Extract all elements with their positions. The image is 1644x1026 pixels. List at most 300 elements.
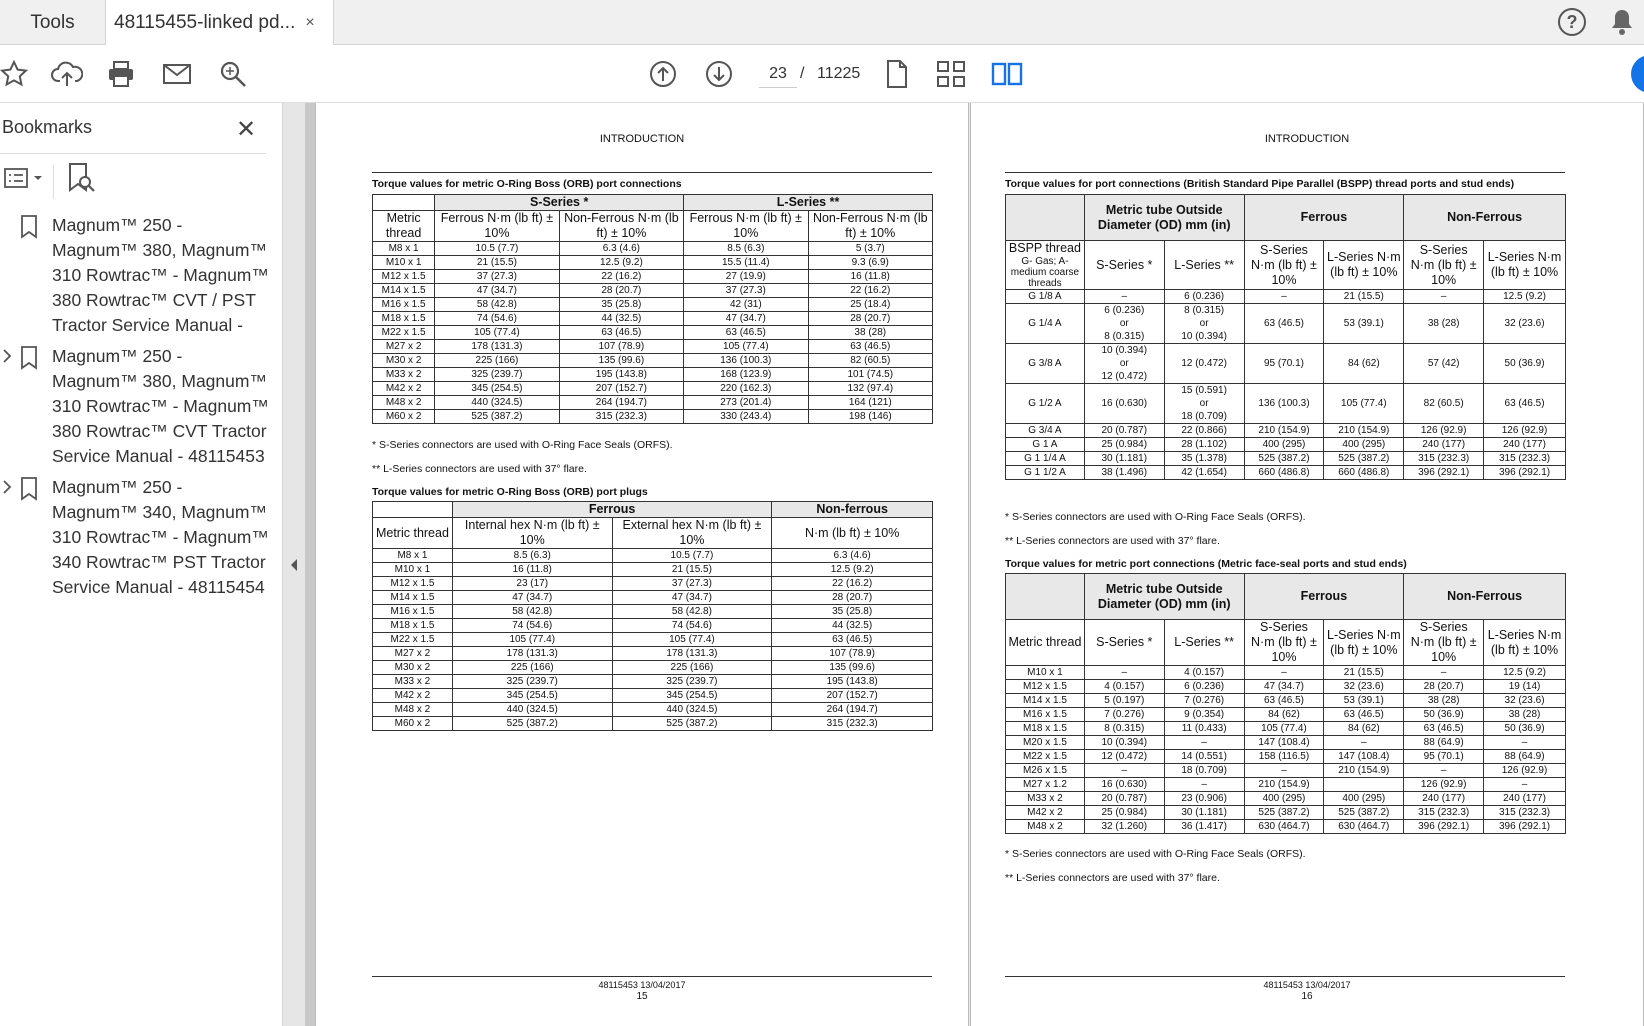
value-cell: 63 (46.5) — [1484, 384, 1566, 424]
row-label-cell: M27 x 2 — [373, 340, 435, 354]
table-row — [1006, 680, 1566, 694]
value-cell: 9.3 (6.9) — [808, 256, 932, 270]
table-row — [373, 284, 933, 298]
row-label-cell: M14 x 1.5 — [1006, 694, 1085, 708]
value-cell: 168 (123.9) — [684, 368, 808, 382]
value-cell: 50 (36.9) — [1404, 708, 1484, 722]
table-row — [1006, 290, 1566, 304]
table-row — [1006, 820, 1566, 834]
value-cell: 135 (99.6) — [559, 354, 683, 368]
value-cell: 440 (324.5) — [435, 396, 559, 410]
group-header: Metric tube Outside Diameter (OD) mm (in) — [1084, 574, 1244, 620]
column-header: S-Series N·m (lb ft) ± 10% — [1244, 620, 1324, 666]
value-cell: 58 (42.8) — [435, 298, 559, 312]
table-row — [373, 382, 933, 396]
chevron-right-icon[interactable] — [0, 475, 20, 600]
value-cell: 88 (64.9) — [1404, 736, 1484, 750]
group-header: S-Series * — [435, 195, 684, 211]
value-cell: 525 (387.2) — [612, 717, 772, 731]
row-label-cell: M33 x 2 — [373, 368, 435, 382]
row-label-cell: M18 x 1.5 — [373, 312, 435, 326]
column-header: L-Series N·m (lb ft) ± 10% — [1484, 241, 1566, 290]
value-cell: 525 (387.2) — [452, 717, 612, 731]
group-header: Ferrous — [452, 502, 771, 518]
row-label-cell: M22 x 1.5 — [1006, 750, 1085, 764]
value-cell: 325 (239.7) — [452, 675, 612, 689]
value-cell: 84 (62) — [1324, 722, 1404, 736]
bookmarks-panel — [0, 103, 283, 1026]
value-cell: 315 (232.3) — [1404, 806, 1484, 820]
row-label-cell: M16 x 1.5 — [373, 605, 453, 619]
column-header: S-Series * — [1084, 241, 1164, 290]
value-cell: 400 (295) — [1244, 792, 1324, 806]
value-cell: 58 (42.8) — [612, 605, 772, 619]
bookmark-item[interactable] — [0, 475, 283, 600]
row-label-cell: M22 x 1.5 — [373, 633, 453, 647]
row-label-cell: M14 x 1.5 — [373, 284, 435, 298]
value-cell: 12.5 (9.2) — [559, 256, 683, 270]
value-cell: 74 (54.6) — [452, 619, 612, 633]
table-row — [373, 340, 933, 354]
value-cell: 400 (295) — [1324, 792, 1404, 806]
column-header: Metric thread — [1006, 620, 1085, 666]
divider — [53, 165, 54, 199]
value-cell: 525 (387.2) — [1324, 452, 1404, 466]
value-cell: 126 (92.9) — [1484, 764, 1566, 778]
value-cell: 37 (27.3) — [684, 284, 808, 298]
upload-cloud-icon[interactable] — [49, 56, 85, 92]
value-cell: 19 (14) — [1484, 680, 1566, 694]
value-cell: 42 (1.654) — [1164, 466, 1244, 480]
row-label-cell: G 1/4 A — [1006, 304, 1085, 344]
column-header: Metric thread — [373, 211, 435, 242]
value-cell: 195 (143.8) — [772, 675, 933, 689]
value-cell: 440 (324.5) — [612, 703, 772, 717]
footnote: ** L-Series connectors are used with 37° flare. — [372, 463, 587, 475]
value-cell: 47 (34.7) — [452, 591, 612, 605]
value-cell: 178 (131.3) — [452, 647, 612, 661]
value-cell: 396 (292.1) — [1484, 466, 1566, 480]
value-cell: – — [1244, 764, 1324, 778]
value-cell: 132 (97.4) — [808, 382, 932, 396]
row-label-cell: G 3/4 A — [1006, 424, 1085, 438]
panel-gutter — [305, 103, 315, 1026]
table-caption: Torque values for metric O-Ring Boss (ORB) port connections — [372, 178, 682, 190]
row-label-cell: M8 x 1 — [373, 242, 435, 256]
row-label-cell: M42 x 2 — [373, 689, 453, 703]
bookmark-icon — [20, 475, 52, 600]
value-cell: 9 (0.354) — [1164, 708, 1244, 722]
value-cell: 264 (194.7) — [772, 703, 933, 717]
table-row — [1006, 778, 1566, 792]
column-header: L-Series N·m (lb ft) ± 10% — [1324, 620, 1404, 666]
group-header: Non-ferrous — [772, 502, 933, 518]
value-cell: 15 (0.591) or 18 (0.709) — [1164, 384, 1244, 424]
row-label-cell: M42 x 2 — [373, 382, 435, 396]
value-cell: 20 (0.787) — [1084, 792, 1164, 806]
table-row — [373, 368, 933, 382]
page-number-input[interactable]: 23 — [759, 60, 797, 88]
table-body — [1006, 290, 1566, 480]
value-cell: 38 (1.496) — [1084, 466, 1164, 480]
table-row — [1006, 722, 1566, 736]
table-row — [373, 689, 933, 703]
row-label-cell: G 1/8 A — [1006, 290, 1085, 304]
row-label-cell: G 1 1/4 A — [1006, 452, 1085, 466]
next-page-icon[interactable] — [701, 56, 737, 92]
value-cell: 47 (34.7) — [684, 312, 808, 326]
value-cell: 28 (20.7) — [559, 284, 683, 298]
footer-code: 48115453 13/04/2017 — [1263, 980, 1351, 990]
value-cell: 4 (0.157) — [1084, 680, 1164, 694]
tab-document[interactable] — [106, 0, 334, 46]
value-cell: 44 (32.5) — [559, 312, 683, 326]
value-cell: – — [1244, 666, 1324, 680]
row-label-cell: M26 x 1.5 — [1006, 764, 1085, 778]
two-page-view-icon[interactable] — [989, 56, 1025, 92]
value-cell: 4 (0.157) — [1164, 666, 1244, 680]
value-cell: – — [1164, 778, 1244, 792]
row-label-cell: M33 x 2 — [1006, 792, 1085, 806]
value-cell: 63 (46.5) — [684, 326, 808, 340]
value-cell: 7 (0.276) — [1164, 694, 1244, 708]
value-cell: 630 (464.7) — [1244, 820, 1324, 834]
row-label-cell: G 1 1/2 A — [1006, 466, 1085, 480]
tab-bar — [0, 0, 1644, 45]
group-header: Metric tube Outside Diameter (OD) mm (in) — [1084, 195, 1244, 241]
value-cell: 660 (486.8) — [1244, 466, 1324, 480]
value-cell: 178 (131.3) — [435, 340, 559, 354]
value-cell: 210 (154.9) — [1244, 778, 1324, 792]
value-cell: 315 (232.3) — [559, 410, 683, 424]
column-header — [1006, 241, 1085, 290]
page-header: INTRODUCTION — [1264, 133, 1350, 145]
empty-header — [373, 195, 435, 211]
value-cell: 42 (31) — [684, 298, 808, 312]
table-row — [373, 703, 933, 717]
value-cell: 53 (39.1) — [1324, 304, 1404, 344]
value-cell: 35 (25.8) — [772, 605, 933, 619]
table-caption: Torque values for metric port connections (Metric face-seal ports and stud ends) — [1005, 558, 1407, 570]
thread-subheader: G- Gas; A- medium coarse threads — [1010, 256, 1080, 289]
value-cell: 136 (100.3) — [1244, 384, 1324, 424]
value-cell: 14 (0.551) — [1164, 750, 1244, 764]
value-cell: 225 (166) — [612, 661, 772, 675]
table-row — [373, 675, 933, 689]
value-cell: 315 (232.3) — [772, 717, 933, 731]
value-cell: 225 (166) — [435, 354, 559, 368]
value-cell: 396 (292.1) — [1484, 820, 1566, 834]
value-cell: 63 (46.5) — [1244, 694, 1324, 708]
value-cell: 25 (18.4) — [808, 298, 932, 312]
page-header: INTRODUCTION — [599, 133, 685, 145]
row-label-cell: M30 x 2 — [373, 354, 435, 368]
empty-header — [373, 502, 453, 518]
table-row — [373, 619, 933, 633]
table-row — [373, 591, 933, 605]
row-label-cell: M10 x 1 — [373, 563, 453, 577]
chevron-down-icon — [32, 173, 46, 183]
tab-tools[interactable] — [0, 0, 106, 45]
footer-rule — [372, 976, 932, 977]
value-cell: 136 (100.3) — [684, 354, 808, 368]
value-cell: 63 (46.5) — [772, 633, 933, 647]
value-cell: 18 (0.709) — [1164, 764, 1244, 778]
row-label-cell: M42 x 2 — [1006, 806, 1085, 820]
table-row — [373, 717, 933, 731]
value-cell: 345 (254.5) — [612, 689, 772, 703]
toolbar — [0, 45, 1644, 103]
value-cell: 28 (20.7) — [772, 591, 933, 605]
value-cell: 12 (0.472) — [1084, 750, 1164, 764]
value-cell: 88 (64.9) — [1484, 750, 1566, 764]
table-row — [373, 549, 933, 563]
row-label-cell: M18 x 1.5 — [373, 619, 453, 633]
close-icon[interactable]: ✕ — [236, 116, 257, 143]
value-cell: 35 (1.378) — [1164, 452, 1244, 466]
bookmark-options-button[interactable] — [4, 167, 46, 189]
empty-header — [1006, 574, 1085, 620]
value-cell: 126 (92.9) — [1404, 424, 1484, 438]
column-header: Metric thread — [373, 518, 453, 549]
row-label-cell: M48 x 2 — [1006, 820, 1085, 834]
value-cell: 22 (16.2) — [772, 577, 933, 591]
bookmark-item[interactable] — [0, 213, 283, 338]
value-cell: 63 (46.5) — [559, 326, 683, 340]
table-row — [1006, 694, 1566, 708]
table-row — [1006, 806, 1566, 820]
column-header: S-Series N·m (lb ft) ± 10% — [1244, 241, 1324, 290]
column-header: L-Series ** — [1164, 241, 1244, 290]
tab-document-label: 48115455-linked pd... — [114, 12, 296, 33]
value-cell: 16 (0.630) — [1084, 384, 1164, 424]
bell-icon[interactable] — [1610, 8, 1634, 41]
table-row — [1006, 424, 1566, 438]
bookmark-label: Magnum™ 250 - Magnum™ 380, Magnum™ 310 Rowtrac™ - Magnum™ 380 Rowtrac™ CVT / PST Tractor Service Manual - — [52, 215, 269, 335]
value-cell: 28 (20.7) — [808, 312, 932, 326]
column-header: External hex N·m (lb ft) ± 10% — [612, 518, 772, 549]
table-row — [1006, 384, 1566, 424]
table-row — [373, 633, 933, 647]
group-header: Non-Ferrous — [1404, 195, 1566, 241]
value-cell: 525 (387.2) — [435, 410, 559, 424]
value-cell: 178 (131.3) — [612, 647, 772, 661]
help-icon[interactable]: ? — [1558, 8, 1586, 36]
footnote: ** L-Series connectors are used with 37° flare. — [1005, 535, 1220, 547]
value-cell: 147 (108.4) — [1244, 736, 1324, 750]
value-cell: 8.5 (6.3) — [452, 549, 612, 563]
value-cell: 16 (11.8) — [452, 563, 612, 577]
value-cell: 95 (70.1) — [1404, 750, 1484, 764]
value-cell: 63 (46.5) — [808, 340, 932, 354]
bookmark-label: Magnum™ 250 - Magnum™ 380, Magnum™ 310 Rowtrac™ - Magnum™ 380 Rowtrac™ CVT Tractor Service Manual - 48115453 — [52, 346, 269, 466]
list-options-icon — [4, 167, 32, 189]
email-icon[interactable] — [159, 56, 195, 92]
tab-close-icon[interactable]: × — [305, 14, 315, 31]
table-row — [373, 312, 933, 326]
chevron-right-icon[interactable] — [0, 344, 20, 469]
value-cell: – — [1484, 778, 1566, 792]
value-cell: 105 (77.4) — [684, 340, 808, 354]
value-cell: 44 (32.5) — [772, 619, 933, 633]
value-cell: 63 (46.5) — [1324, 708, 1404, 722]
bspp-table — [1005, 194, 1566, 480]
footer-code: 48115453 13/04/2017 — [598, 980, 686, 990]
value-cell: 6 (0.236) or 8 (0.315) — [1084, 304, 1164, 344]
value-cell: 105 (77.4) — [1324, 384, 1404, 424]
value-cell: 264 (194.7) — [559, 396, 683, 410]
value-cell: – — [1244, 290, 1324, 304]
value-cell: – — [1404, 764, 1484, 778]
table-row — [373, 661, 933, 675]
header-rule — [372, 172, 932, 173]
value-cell: 12.5 (9.2) — [772, 563, 933, 577]
value-cell: 47 (34.7) — [435, 284, 559, 298]
value-cell: 8.5 (6.3) — [684, 242, 808, 256]
value-cell: 400 (295) — [1244, 438, 1324, 452]
value-cell: 82 (60.5) — [808, 354, 932, 368]
column-header: L-Series N·m (lb ft) ± 10% — [1484, 620, 1566, 666]
scrolling-view-icon[interactable] — [933, 56, 969, 92]
value-cell: 101 (74.5) — [808, 368, 932, 382]
value-cell: – — [1084, 290, 1164, 304]
value-cell: 207 (152.7) — [772, 689, 933, 703]
value-cell: 35 (25.8) — [559, 298, 683, 312]
value-cell: 6 (0.236) — [1164, 680, 1244, 694]
table-row — [373, 326, 933, 340]
value-cell: 25 (0.984) — [1084, 806, 1164, 820]
value-cell: 12 (0.472) — [1164, 344, 1244, 384]
value-cell: 396 (292.1) — [1404, 466, 1484, 480]
footnote: * S-Series connectors are used with O-Ring Face Seals (ORFS). — [1005, 848, 1306, 860]
value-cell: 82 (60.5) — [1404, 384, 1484, 424]
value-cell: 240 (177) — [1404, 438, 1484, 452]
value-cell: 21 (15.5) — [1324, 666, 1404, 680]
value-cell: – — [1084, 666, 1164, 680]
value-cell: 37 (27.3) — [612, 577, 772, 591]
value-cell: 95 (70.1) — [1244, 344, 1324, 384]
table-row — [373, 298, 933, 312]
value-cell: 36 (1.417) — [1164, 820, 1244, 834]
value-cell: 198 (146) — [808, 410, 932, 424]
value-cell: 210 (154.9) — [1244, 424, 1324, 438]
value-cell: 220 (162.3) — [684, 382, 808, 396]
value-cell: 6.3 (4.6) — [559, 242, 683, 256]
table-row — [373, 647, 933, 661]
row-label-cell: M12 x 1.5 — [373, 577, 453, 591]
group-header: Ferrous — [1244, 195, 1404, 241]
page-total: 11225 — [817, 65, 861, 82]
table-row — [373, 577, 933, 591]
value-cell: 10.5 (7.7) — [435, 242, 559, 256]
find-bookmark-button[interactable] — [66, 162, 96, 201]
row-label-cell: G 1 A — [1006, 438, 1085, 452]
collapse-panel-button[interactable] — [284, 550, 304, 580]
value-cell: 63 (46.5) — [1404, 722, 1484, 736]
value-cell: – — [1404, 666, 1484, 680]
value-cell: 50 (36.9) — [1484, 722, 1566, 736]
value-cell: 630 (464.7) — [1324, 820, 1404, 834]
column-header: Non-Ferrous N·m (lb ft) ± 10% — [808, 211, 932, 242]
previous-page-icon[interactable] — [645, 56, 681, 92]
value-cell: 74 (54.6) — [612, 619, 772, 633]
value-cell: 105 (77.4) — [1244, 722, 1324, 736]
value-cell: 63 (46.5) — [1244, 304, 1324, 344]
value-cell: 525 (387.2) — [1324, 806, 1404, 820]
search-icon[interactable] — [215, 56, 251, 92]
value-cell: 30 (1.181) — [1164, 806, 1244, 820]
row-label-cell: M48 x 2 — [373, 396, 435, 410]
value-cell: 32 (1.260) — [1084, 820, 1164, 834]
value-cell: 47 (34.7) — [1244, 680, 1324, 694]
bookmark-item[interactable] — [0, 344, 283, 469]
footnote: ** L-Series connectors are used with 37° flare. — [1005, 872, 1220, 884]
value-cell: 240 (177) — [1484, 438, 1566, 452]
value-cell: 315 (232.3) — [1484, 452, 1566, 466]
value-cell: 7 (0.276) — [1084, 708, 1164, 722]
value-cell: 37 (27.3) — [435, 270, 559, 284]
value-cell: – — [1164, 736, 1244, 750]
group-header: L-Series ** — [684, 195, 933, 211]
column-header: S-Series N·m (lb ft) ± 10% — [1404, 241, 1484, 290]
table-row — [373, 354, 933, 368]
value-cell: 8 (0.315) or 10 (0.394) — [1164, 304, 1244, 344]
footer-rule — [1005, 976, 1565, 977]
value-cell: 38 (28) — [1404, 694, 1484, 708]
value-cell — [1324, 778, 1404, 792]
bookmark-star-icon[interactable] — [0, 56, 32, 92]
group-header: Non-Ferrous — [1404, 574, 1566, 620]
value-cell: 10.5 (7.7) — [612, 549, 772, 563]
value-cell: 6 (0.236) — [1164, 290, 1244, 304]
table-row — [1006, 452, 1566, 466]
value-cell: 164 (121) — [808, 396, 932, 410]
value-cell: 147 (108.4) — [1324, 750, 1404, 764]
print-icon[interactable] — [103, 56, 139, 92]
value-cell: 525 (387.2) — [1244, 806, 1324, 820]
value-cell: 74 (54.6) — [435, 312, 559, 326]
value-cell: 11 (0.433) — [1164, 722, 1244, 736]
value-cell: 57 (42) — [1404, 344, 1484, 384]
value-cell: 210 (154.9) — [1324, 424, 1404, 438]
value-cell: 23 (0.906) — [1164, 792, 1244, 806]
value-cell: 107 (78.9) — [772, 647, 933, 661]
value-cell: 315 (232.3) — [1484, 806, 1566, 820]
value-cell: 38 (28) — [808, 326, 932, 340]
table-caption: Torque values for port connections (British Standard Pipe Parallel (BSPP) thread ports and stud ends) — [1005, 178, 1515, 190]
single-page-view-icon[interactable] — [879, 56, 915, 92]
column-header: Ferrous N·m (lb ft) ± 10% — [435, 211, 559, 242]
value-cell: 273 (201.4) — [684, 396, 808, 410]
value-cell: 225 (166) — [452, 661, 612, 675]
value-cell: 47 (34.7) — [612, 591, 772, 605]
document-viewer — [283, 103, 1644, 1026]
row-label-cell: G 1/2 A — [1006, 384, 1085, 424]
value-cell: 525 (387.2) — [1244, 452, 1324, 466]
row-label-cell: M22 x 1.5 — [373, 326, 435, 340]
row-label-cell: M30 x 2 — [373, 661, 453, 675]
bookmark-icon — [20, 344, 52, 469]
value-cell: 21 (15.5) — [612, 563, 772, 577]
orb-plugs-table — [372, 501, 933, 731]
row-label-cell: M27 x 1.2 — [1006, 778, 1085, 792]
value-cell: 53 (39.1) — [1324, 694, 1404, 708]
divider — [0, 153, 266, 154]
value-cell: 210 (154.9) — [1324, 764, 1404, 778]
value-cell: 135 (99.6) — [772, 661, 933, 675]
page-16 — [970, 103, 1644, 1026]
value-cell: 28 (1.102) — [1164, 438, 1244, 452]
